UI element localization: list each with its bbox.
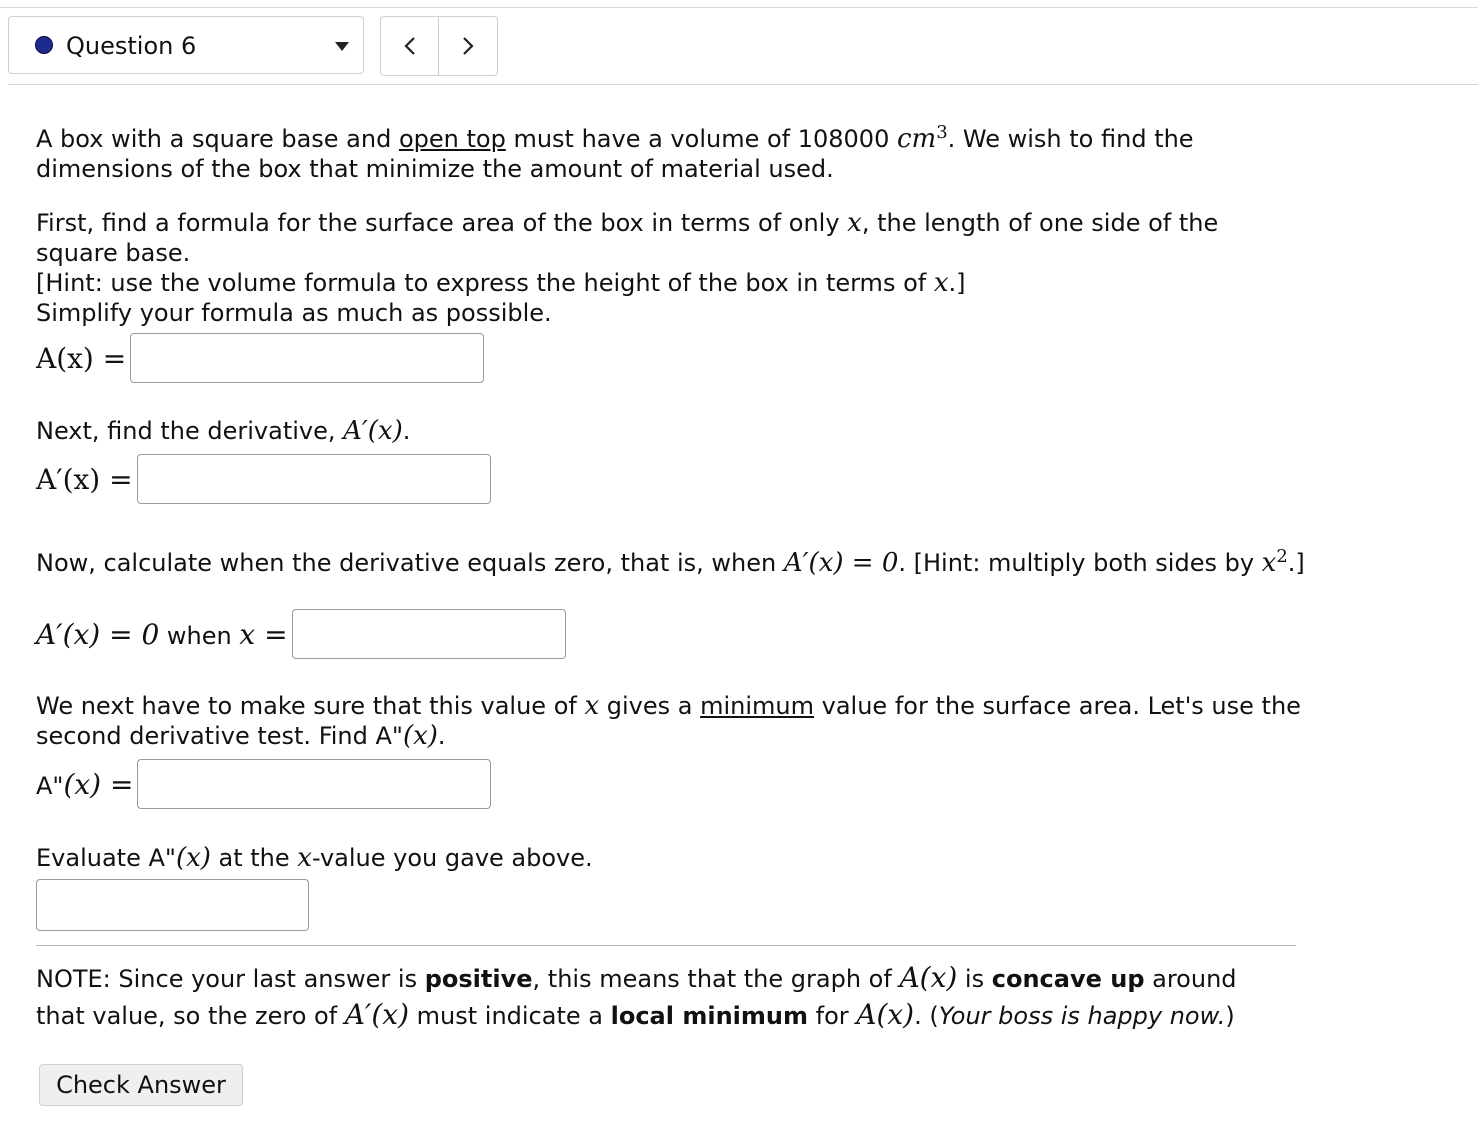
note-a: NOTE: Since your last answer is <box>36 965 425 993</box>
open-top-term: open top <box>398 125 506 153</box>
note-math-Aprime: A′(x) <box>344 998 410 1031</box>
zero-label-equation: A′(x) = 0 <box>36 617 160 651</box>
var-x: x <box>847 208 862 238</box>
evaluate-input[interactable] <box>36 879 309 931</box>
unit-exponent: 3 <box>936 122 948 143</box>
derivative-label: A′(x) = <box>36 462 133 496</box>
note-positive: positive <box>424 965 533 993</box>
intro-text-a: A box with a square base and <box>36 125 399 153</box>
area-formula-input[interactable] <box>130 333 484 383</box>
critical-x-input[interactable] <box>292 609 566 659</box>
hint1-text-b: .] <box>948 269 966 297</box>
second-derivative-label-arg: (x) = <box>63 767 134 801</box>
first-text-a: First, find a formula for the surface area of the box in terms of only <box>36 209 848 237</box>
zero-label <box>36 618 288 651</box>
top-divider <box>0 7 1478 8</box>
previous-question-button[interactable] <box>381 17 439 75</box>
simplify-instruction: Simplify your formula as much as possible. <box>36 299 552 327</box>
var-x: x <box>1261 548 1277 578</box>
note-d: around that value, so the zero of <box>36 965 1237 1030</box>
problem-intro <box>36 118 1306 184</box>
area-label: A(x) = <box>36 341 127 375</box>
intro-text-c: . We wish to find the dimensions of the box that minimize the amount of material used. <box>36 125 1194 183</box>
second-derivative-label <box>36 768 133 801</box>
chevron-right-icon <box>461 35 475 57</box>
zero-label-x: x = <box>239 617 288 651</box>
first-text-b: , the length of one side of the square base. <box>36 209 1219 267</box>
derivative-input[interactable] <box>137 454 491 504</box>
minimum-instruction <box>36 691 1306 751</box>
eval-text-c: -value you gave above. <box>311 844 593 872</box>
note-math-A2: A(x) <box>856 998 915 1031</box>
zero-label-when: when <box>159 621 240 650</box>
question-header <box>8 16 1478 85</box>
eval-text-b: at the <box>210 844 298 872</box>
now-text-c: .] <box>1287 549 1305 577</box>
now-text-b: . [Hint: multiply both sides by <box>898 549 1262 577</box>
note-b: , this means that the graph of <box>532 965 900 993</box>
second-derivative-label-A: A" <box>36 771 64 800</box>
note-divider <box>36 945 1296 946</box>
min-text-b: gives a <box>599 692 701 720</box>
area-answer-row <box>36 331 484 385</box>
eval-text-a: Evaluate <box>36 844 149 872</box>
note-boss: Your boss is happy now. <box>938 1002 1226 1030</box>
question-nav <box>380 16 498 76</box>
caret-down-icon <box>335 42 349 51</box>
first-instruction <box>36 208 1306 268</box>
note-math-A: A(x) <box>899 961 958 994</box>
next-text-b: . <box>402 417 411 445</box>
note-g: . ( <box>914 1002 939 1030</box>
next-text-a: Next, find the derivative, <box>36 417 344 445</box>
note-local-minimum: local minimum <box>610 1002 808 1030</box>
note-h: ) <box>1225 1002 1235 1030</box>
eval-A: A" <box>148 844 176 872</box>
second-derivative-answer-row <box>36 757 491 811</box>
second-derivative-arg: (x) <box>402 721 438 751</box>
zero-answer-row <box>36 607 566 661</box>
exponent-2: 2 <box>1276 546 1288 567</box>
note-c: is <box>957 965 992 993</box>
var-x: x <box>933 268 949 298</box>
derivative-zero-equation: A′(x) = 0 <box>783 548 899 578</box>
var-x: x <box>297 843 312 873</box>
note-text <box>36 960 1266 1034</box>
eval-arg: (x) <box>175 843 211 873</box>
var-x: x <box>584 691 600 721</box>
derivative-symbol: A′(x) <box>343 416 403 446</box>
intro-text-b: must have a volume of 108000 <box>505 125 897 153</box>
min-text-c: value for the surface area. Let's use the second derivative test. Find <box>36 692 1301 750</box>
check-answer-button[interactable]: Check Answer <box>39 1064 243 1106</box>
hint1-text-a: [Hint: use the volume formula to express the height of the box in terms of <box>36 269 934 297</box>
evaluate-instruction <box>36 843 1306 873</box>
minimum-term: minimum <box>700 692 815 720</box>
question-selector[interactable] <box>8 16 364 74</box>
derivative-answer-row <box>36 452 491 506</box>
derivative-instruction <box>36 416 1306 446</box>
note-concave-up: concave up <box>991 965 1145 993</box>
unit-cm: cm <box>896 124 937 154</box>
min-text-a: We next have to make sure that this value of <box>36 692 585 720</box>
next-question-button[interactable] <box>439 17 497 75</box>
hint-volume <box>36 268 1306 298</box>
note-f: for <box>807 1002 857 1030</box>
zero-instruction <box>36 542 1306 578</box>
status-dot-icon <box>35 36 53 54</box>
second-derivative-A: A" <box>375 722 403 750</box>
min-text-d: . <box>437 722 446 750</box>
note-e: must indicate a <box>409 1002 611 1030</box>
question-label: Question 6 <box>66 32 197 60</box>
second-derivative-input[interactable] <box>137 759 491 809</box>
now-text-a: Now, calculate when the derivative equals zero, that is, when <box>36 549 784 577</box>
chevron-left-icon <box>403 35 417 57</box>
